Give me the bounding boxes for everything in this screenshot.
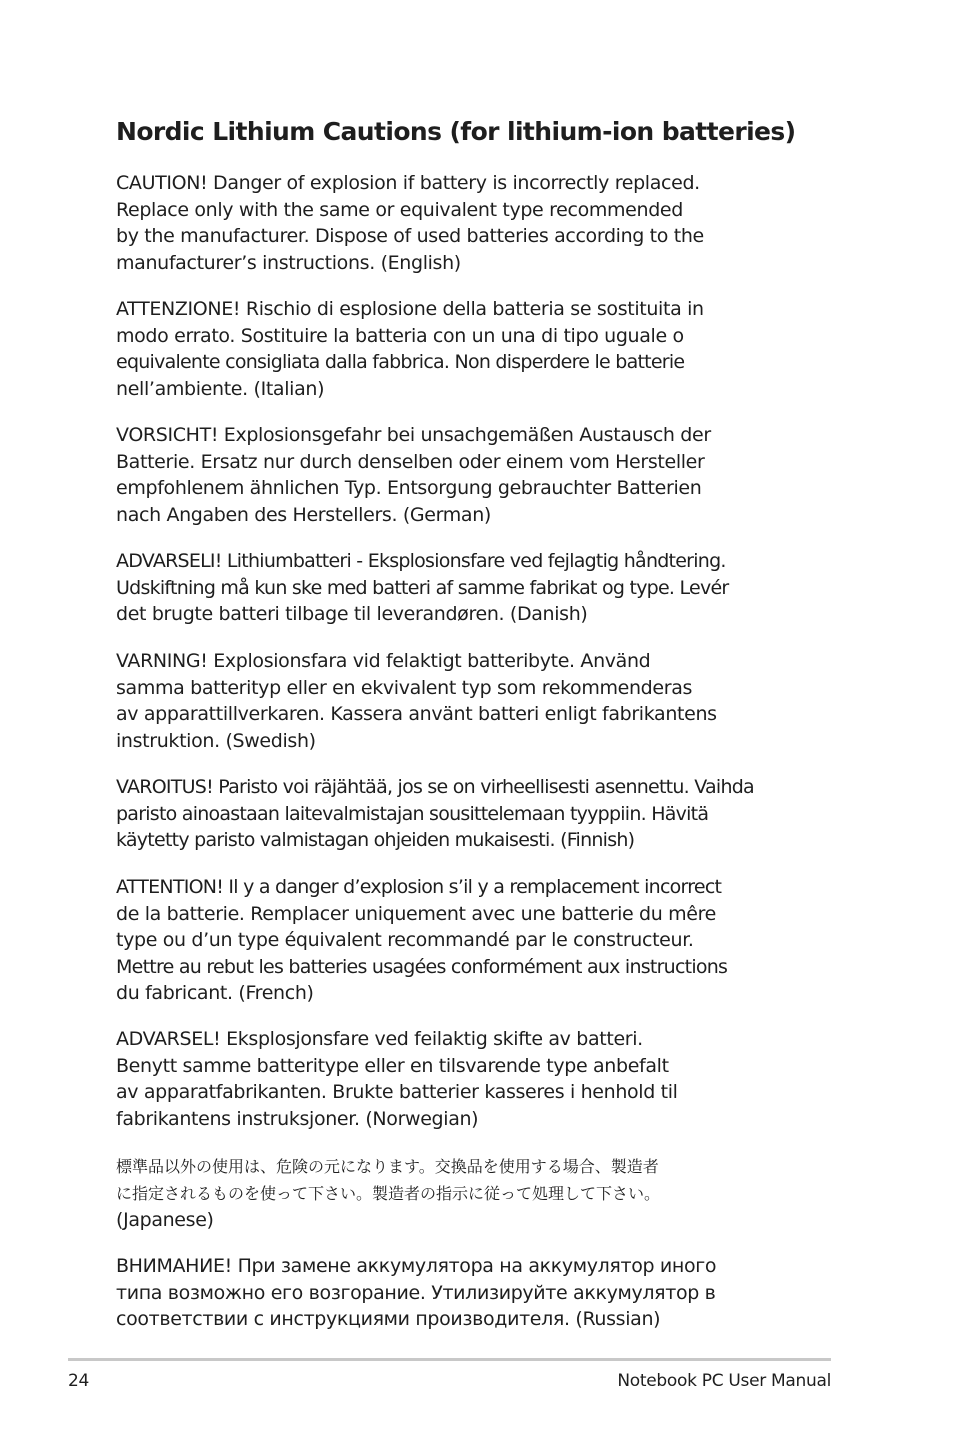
paragraph-line: CAUTION! Danger of explosion if battery is incorrectly replaced. bbox=[116, 172, 700, 194]
paragraph-line: paristo ainoastaan laitevalmistajan sousittelemaan tyyppiin. Hävitä bbox=[116, 802, 709, 825]
paragraph-line: samma batterityp eller en ekvivalent typ som rekommenderas bbox=[116, 676, 693, 699]
paragraph-line: modo errato. Sostituire la batteria con un una di tipo uguale o bbox=[116, 324, 684, 347]
paragraph-line: ADVARSELI! Lithiumbatteri - Eksplosionsfare ved fejlagtig håndtering. bbox=[116, 550, 726, 572]
caution-paragraph-danish bbox=[116, 548, 728, 628]
paragraph-line: equivalente consigliata dalla fabbrica. Non disperdere le batterie bbox=[116, 351, 685, 373]
paragraph-line: by the manufacturer. Dispose of used batteries according to the bbox=[116, 225, 704, 247]
caution-paragraph-russian bbox=[116, 1253, 716, 1333]
paragraph-line: käytetty paristo valmistagan ohjeiden mukaisesti. (Finnish) bbox=[116, 829, 635, 851]
page-title: Nordic Lithium Cautions (for lithium-ion batteries) bbox=[116, 117, 796, 146]
page-number: 24 bbox=[68, 1371, 90, 1391]
caution-paragraph-italian bbox=[116, 296, 704, 402]
footer-divider bbox=[68, 1358, 831, 1361]
caution-paragraph-german bbox=[116, 422, 711, 528]
paragraph-line: соответствии с инструкциями производителя. (Russian) bbox=[116, 1308, 661, 1330]
caution-paragraph-english bbox=[116, 170, 704, 276]
paragraph-line: ВНИМАНИЕ! При замене аккумулятора на аккумулятор иного bbox=[116, 1255, 717, 1277]
paragraph-line: instruktion. (Swedish) bbox=[116, 729, 316, 752]
caution-paragraph-french bbox=[116, 874, 727, 1007]
caution-paragraph-swedish bbox=[116, 648, 717, 754]
paragraph-line: type ou d’un type équivalent recommandé par le constructeur. bbox=[116, 929, 694, 951]
paragraph-line: ADVARSEL! Eksplosjonsfare ved feilaktig skifte av batteri. bbox=[116, 1028, 643, 1050]
paragraph-line: (Japanese) bbox=[116, 1209, 214, 1231]
paragraph-line: に指定されるものを使って下さい。製造者の指示に従って処理して下さい。 bbox=[116, 1183, 661, 1203]
paragraph-line: Mettre au rebut les batteries usagées conformément aux instructions bbox=[116, 955, 728, 978]
paragraph-line: fabrikantens instruksjoner. (Norwegian) bbox=[116, 1107, 479, 1130]
paragraph-line: empfohlenem ähnlichen Typ. Entsorgung gebrauchter Batterien bbox=[116, 477, 702, 499]
paragraph-line: det brugte batteri tilbage til leverandøren. (Danish) bbox=[116, 603, 588, 625]
paragraph-line: 標準品以外の使用は、危険の元になります。交換品を使用する場合、製造者 bbox=[116, 1157, 659, 1176]
paragraph-line: du fabricant. (French) bbox=[116, 982, 314, 1004]
paragraph-line: de la batterie. Remplacer uniquement avec une batterie du mêre bbox=[116, 902, 717, 925]
paragraph-line: nell’ambiente. (Italian) bbox=[116, 377, 325, 400]
paragraph-line: av apparattillverkaren. Kassera använt batteri enligt fabrikantens bbox=[116, 703, 717, 725]
paragraph-line: Benytt samme batteritype eller en tilsvarende type anbefalt bbox=[116, 1054, 669, 1077]
paragraph-line: av apparatfabrikanten. Brukte batterier kasseres i henhold til bbox=[116, 1081, 678, 1103]
paragraph-line: типа возможно его возгорание. Утилизируйте аккумулятор в bbox=[116, 1281, 716, 1304]
caution-paragraph-japanese bbox=[116, 1154, 660, 1234]
paragraph-line: Batterie. Ersatz nur durch denselben oder einem vom Hersteller bbox=[116, 450, 705, 473]
paragraph-line: VORSICHT! Explosionsgefahr bei unsachgemäßen Austausch der bbox=[116, 424, 711, 446]
paragraph-line: Udskiftning må kun ske med batteri af samme fabrikat og type. Levér bbox=[116, 576, 729, 599]
caution-paragraph-norwegian bbox=[116, 1026, 678, 1132]
paragraph-line: ATTENTION! Il y a danger d’explosion s’il y a remplacement incorrect bbox=[116, 876, 722, 898]
paragraph-line: VARNING! Explosionsfara vid felaktigt batteribyte. Använd bbox=[116, 650, 651, 672]
paragraph-line: Replace only with the same or equivalent type recommended bbox=[116, 198, 683, 221]
paragraph-line: VAROITUS! Paristo voi räjähtää, jos se on virheellisesti asennettu. Vaihda bbox=[116, 776, 754, 798]
caution-paragraph-finnish bbox=[116, 774, 754, 854]
paragraph-line: manufacturer’s instructions. (English) bbox=[116, 251, 461, 274]
footer-manual-title: Notebook PC User Manual bbox=[617, 1371, 831, 1391]
paragraph-line: ATTENZIONE! Rischio di esplosione della batteria se sostituita in bbox=[116, 298, 704, 320]
paragraph-line: nach Angaben des Herstellers. (German) bbox=[116, 503, 491, 526]
